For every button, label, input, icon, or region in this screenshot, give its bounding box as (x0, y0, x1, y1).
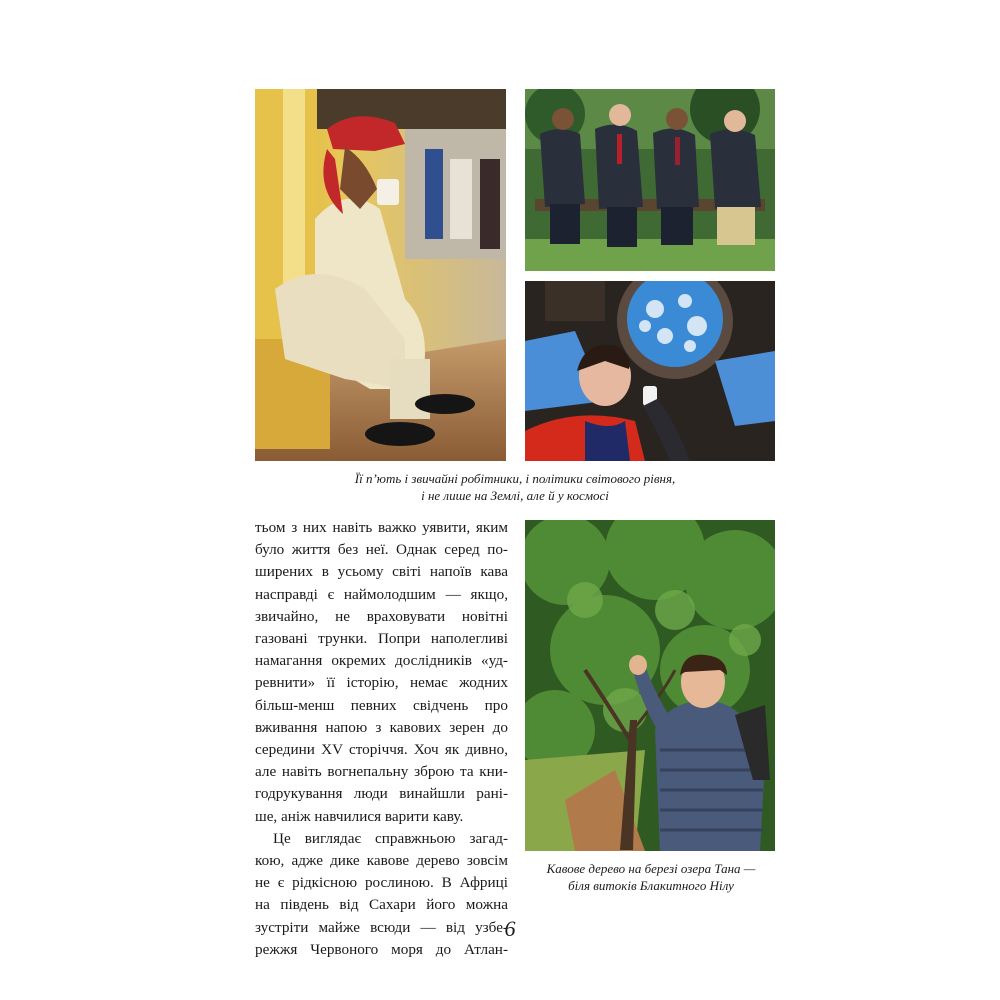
photo-man-by-coffee-tree (525, 520, 775, 851)
caption-line: і не лише на Землі, але й у космосі (421, 488, 609, 503)
text-line: на південь від Сахари його можна (255, 896, 508, 914)
text-line: але навіть вогнепальну зброю та кни- (255, 763, 508, 781)
photo-man-drinking-coffee (255, 89, 506, 461)
text-line: ше, аніж навчилися варити каву. (255, 807, 464, 825)
text-line: насправді є наймолодшим — якщо, (255, 585, 508, 603)
photo-astronaut-in-space (525, 281, 775, 461)
caption-line: Її п’ють і звичайні робітники, і політики світового рівня, (354, 471, 676, 486)
text-line: Це виглядає справжньою загад- (273, 829, 508, 847)
text-line: не є рідкісною рослиною. В Африці (255, 874, 508, 892)
text-line: зустріти майже всюди — від узбе- (255, 918, 508, 936)
photo-caption-coffee-tree (520, 860, 782, 894)
caption-line: біля витоків Блакитного Нілу (568, 878, 734, 893)
text-line: було життя без неї. Однак серед по- (255, 541, 508, 559)
text-line: більш-менш певних свідчень про (255, 696, 508, 714)
text-line: намагання окремих дослідників «уд- (255, 652, 508, 670)
text-line: звичайно, не враховувати новітні (255, 607, 508, 625)
photo-caption-top (255, 470, 775, 504)
page-number: 6 (504, 916, 516, 941)
text-line: газовані трунки. Попри наполегливі (255, 630, 508, 648)
text-line: середини XV сторіччя. Хоч як дивно, (255, 741, 508, 759)
text-line: тьом з них навіть важко уявити, яким (255, 519, 508, 536)
text-line: ширених в усьому світі напоїв кава (255, 563, 508, 581)
text-line: годрукування люди винайшли рані- (255, 785, 508, 803)
photo-politicians-drinking-coffee (525, 89, 775, 271)
text-line: вживання напою з кавових зерен до (255, 718, 508, 736)
text-line: кою, адже дике кавове дерево зовсім (255, 852, 508, 870)
text-line: ревнити» її історію, немає жодних (255, 674, 508, 692)
text-line: режжя Червоного моря до Атлан- (255, 940, 508, 958)
caption-line: Кавове дерево на березі озера Тана — (546, 861, 756, 876)
body-text (255, 517, 508, 961)
